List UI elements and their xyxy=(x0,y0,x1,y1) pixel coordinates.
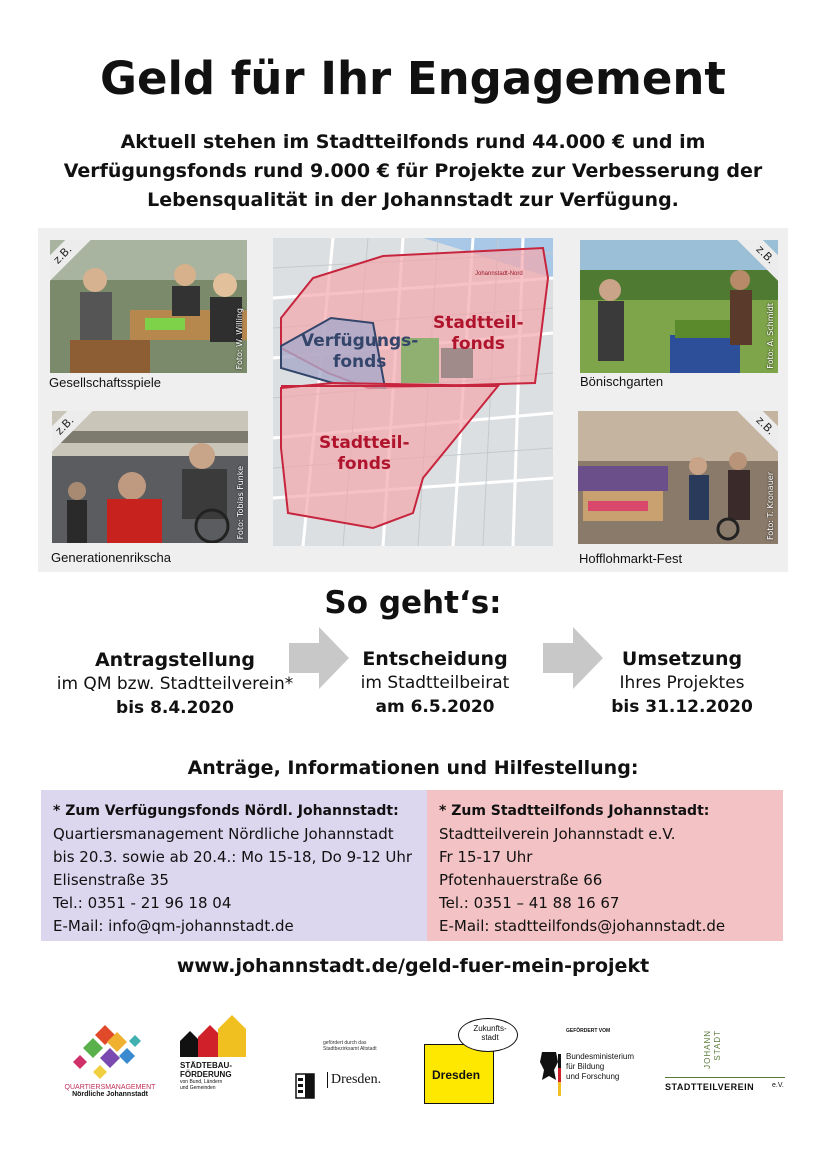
photo-gesellschaftsspiele xyxy=(50,240,247,373)
sv-name: STADTTEILVEREIN xyxy=(665,1082,755,1092)
sv-ev: e.V. xyxy=(772,1082,784,1089)
qm-logo-line1: QUARTIERSMANAGEMENT xyxy=(64,1084,156,1091)
district-map-graphic xyxy=(273,238,553,546)
step-heading: Antragstellung xyxy=(94,649,256,671)
sv-top1: JOHANN xyxy=(703,1030,712,1069)
map-label-verfuegungsfonds: Verfügungs- fonds xyxy=(301,331,419,372)
photo-boenischgarten-image xyxy=(580,240,778,373)
contact-box-heading: * Zum Stadtteilfonds Johannstadt: xyxy=(439,803,710,819)
caption-boenischgarten: Bönischgarten xyxy=(580,374,664,389)
step-antragstellung xyxy=(30,648,320,720)
contact-box-stadtteilfonds xyxy=(427,790,783,941)
logo-staedtebaufoerderung xyxy=(180,1015,250,1105)
photo-gesellschaftsspiele-image xyxy=(50,240,247,373)
bmbf-line2: für Bildung xyxy=(566,1062,605,1071)
contact-line: Fr 15-17 Uhr xyxy=(439,848,533,866)
map-label-stadtteilfonds-top: Stadtteil- fonds xyxy=(433,313,524,354)
bmbf-line3: und Forschung xyxy=(566,1072,620,1081)
photo-boenischgarten xyxy=(580,240,778,373)
step-line: im Stadtteilbeirat xyxy=(360,673,510,693)
contact-line: Quartiersmanagement Nördliche Johannstadt xyxy=(53,825,394,843)
contact-phone: Tel.: 0351 - 21 96 18 04 xyxy=(53,894,232,912)
logo-stadtteilverein xyxy=(665,1030,790,1100)
qm-mosaic-icon xyxy=(55,1020,165,1080)
dresden-small-text: gefördert durch das Stadtbezirksamt Altstadt xyxy=(323,1040,377,1052)
contact-email: E-Mail: info@qm-johannstadt.de xyxy=(53,917,294,935)
logo-zukunftsstadt xyxy=(424,1016,522,1106)
photo-credit: Foto: A. Schmidt xyxy=(766,303,775,369)
caption-generationenrikscha: Generationenrikscha xyxy=(51,550,171,565)
staedtebau-line2: FÖRDERUNG xyxy=(180,1070,232,1079)
bmbf-small: GEFÖRDERT VOM xyxy=(566,1028,611,1034)
step-date: bis 31.12.2020 xyxy=(611,697,753,717)
step-line: Ihres Projektes xyxy=(619,673,745,693)
staedtebau-line1: STÄDTEBAU- xyxy=(180,1061,232,1070)
logo-bmbf xyxy=(536,1028,656,1108)
info-heading: Anträge, Informationen und Hilfestellung: xyxy=(187,757,639,779)
contact-line: bis 20.3. sowie ab 20.4.: Mo 15-18, Do 9-12 Uhr xyxy=(53,848,413,866)
map-label-stadtteilfonds-bottom: Stadtteil- fonds xyxy=(319,433,410,474)
staedtebau-houses-icon xyxy=(180,1015,250,1057)
zukunft-top: Zukunfts-stadt xyxy=(473,1024,507,1042)
step-date: bis 8.4.2020 xyxy=(116,698,234,718)
photo-credit: Foto: Tobias Funke xyxy=(236,465,245,539)
howto-heading: So geht‘s: xyxy=(324,585,502,621)
federal-eagle-icon xyxy=(536,1048,562,1100)
example-badge: z.B. xyxy=(52,411,96,457)
caption-gesellschaftsspiele: Gesellschaftsspiele xyxy=(49,375,161,390)
example-badge: z.B. xyxy=(734,411,778,457)
step-heading: Umsetzung xyxy=(621,648,743,670)
photo-hofflohmarkt xyxy=(578,411,778,544)
staedtebau-line3: von Bund, Ländern und Gemeinden xyxy=(180,1079,223,1091)
intro-text: Aktuell stehen im Stadtteilfonds rund 44.000 € und im Verfügungsfonds rund 9.000 € für Projekte zur Verbesserung der Lebensqualität in der Johannstadt zur Verfügung. xyxy=(63,131,763,211)
example-badge: z.B. xyxy=(50,240,94,286)
contact-line: Pfotenhauerstraße 66 xyxy=(439,871,603,889)
logo-dresden-stadtbezirksamt xyxy=(295,1040,395,1115)
contact-phone: Tel.: 0351 – 41 88 16 67 xyxy=(439,894,620,912)
step-date: am 6.5.2020 xyxy=(375,697,495,717)
map-street-label: Johannstadt-Nord xyxy=(475,271,523,277)
contact-box-heading: * Zum Verfügungsfonds Nördl. Johannstadt: xyxy=(53,803,399,819)
contact-line: Elisenstraße 35 xyxy=(53,871,169,889)
step-umsetzung xyxy=(592,647,772,719)
step-entscheidung xyxy=(330,647,540,719)
photo-hofflohmarkt-image xyxy=(578,411,778,544)
contact-email: E-Mail: stadtteilfonds@johannstadt.de xyxy=(439,917,726,935)
district-map xyxy=(273,238,553,546)
qm-logo-line2: Nördliche Johannstadt xyxy=(72,1091,148,1098)
sv-top2: STADT xyxy=(713,1030,722,1061)
logo-quartiersmanagement xyxy=(55,1020,165,1105)
photo-generationenrikscha-image xyxy=(52,411,248,543)
photo-generationenrikscha xyxy=(52,411,248,543)
photo-credit: Foto: T. Kronauer xyxy=(766,471,775,540)
step-line: im QM bzw. Stadtteilverein* xyxy=(56,674,294,694)
caption-hofflohmarkt: Hofflohmarkt-Fest xyxy=(579,551,683,566)
step-heading: Entscheidung xyxy=(362,648,508,670)
website-url[interactable]: www.johannstadt.de/geld-fuer-mein-projekt xyxy=(176,955,650,977)
contact-box-verfuegungsfonds xyxy=(41,790,427,941)
dresden-name: Dresden. xyxy=(327,1072,381,1088)
photo-credit: Foto: W. Willing xyxy=(235,307,244,369)
contact-line: Stadtteilverein Johannstadt e.V. xyxy=(439,825,676,843)
bmbf-line1: Bundesministerium xyxy=(566,1052,635,1061)
dresden-crest-icon xyxy=(295,1073,315,1099)
zukunft-city: Dresden xyxy=(432,1068,481,1082)
page-title: Geld für Ihr Engagement xyxy=(100,52,726,105)
example-badge: z.B. xyxy=(734,240,778,286)
